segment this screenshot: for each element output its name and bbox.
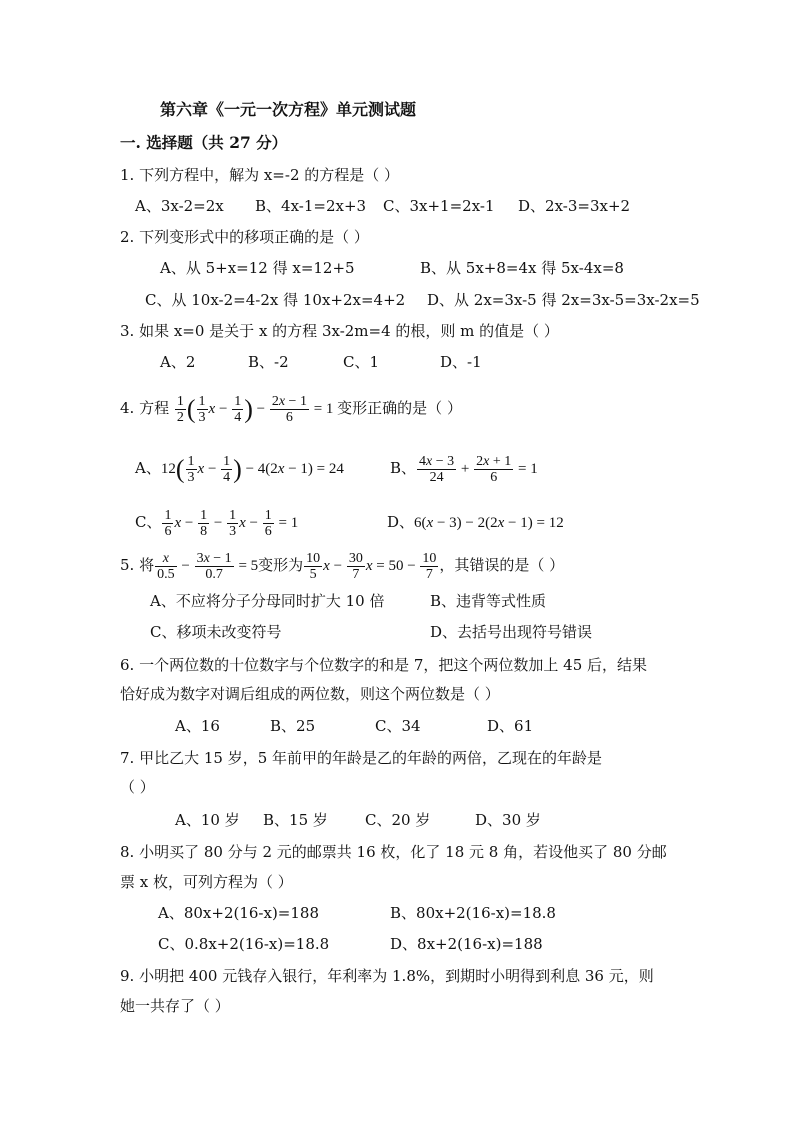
question-5-stem: 5. 将 $\frac{x}{0.5}$ − $\frac{3x - 1}{0.7}$ = 5变形为 $\frac{10}{5}$ x − $\frac{30}{7}$ x = 50 − $\frac{10}{7}$ ，其错误的是（ ） [120,551,565,583]
question-7-option-a: A、10 岁 [175,811,240,829]
question-7-stem-line-2: （ ） [120,778,155,796]
question-4-suffix: 变形正确的是（ ） [337,399,462,417]
question-5-option-b: B、违背等式性质 [430,592,547,610]
question-8-option-a: A、80x+2(16-x)=188 [158,904,320,922]
option-label: B、 [390,459,417,477]
question-1-option-c: C、3x+1=2x-1 [383,197,495,215]
question-2-option-a: A、从 5+x=12 得 x=12+5 [160,259,355,277]
question-4-option-b: B、 $\frac{4x - 3}{24}$ + $\frac{2x + 1}{6}$ = 1 [390,454,538,486]
question-4-option-a: A、12( $\frac{1}{3}$ x − $\frac{1}{4}$ ) − 4(2x − 1) = 24 [135,454,344,486]
question-5-option-a: A、不应将分子分母同时扩大 10 倍 [150,592,385,610]
question-6-option-a: A、16 [175,717,220,735]
question-1-stem: 1. 下列方程中，解为 x=-2 的方程是（ ） [120,166,400,184]
question-6-option-b: B、25 [270,717,316,735]
option-label: C、 [135,513,162,531]
question-1-option-b: B、4x-1=2x+3 [255,197,367,215]
question-8-stem-line-2: 票 x 枚，可列方程为（ ） [120,873,293,891]
question-8-option-d: D、8x+2(16-x)=188 [390,935,543,953]
question-3-option-a: A、2 [160,353,196,371]
question-2-option-b: B、从 5x+8=4x 得 5x-4x=8 [420,259,624,277]
question-3-option-c: C、1 [343,353,380,371]
section-heading: 一. 选择题（共 27 分） [120,133,288,152]
question-5-option-c: C、移项未改变符号 [150,623,282,641]
question-3-option-b: B、-2 [248,353,289,371]
question-6-option-c: C、34 [375,717,421,735]
question-7-stem-line-1: 7. 甲比乙大 15 岁，5 年前甲的年龄是乙的年龄的两倍，乙现在的年龄是 [120,749,603,767]
question-8-option-c: C、0.8x+2(16-x)=18.8 [158,935,330,953]
question-5-suffix: ，其错误的是（ ） [439,556,565,574]
option-label: A、 [135,459,161,477]
question-6-stem-line-2: 恰好成为数字对调后组成的两位数，则这个两位数是（ ） [120,685,500,703]
question-6-option-d: D、61 [487,717,534,735]
question-5-prefix: 5. 将 [120,556,155,574]
question-4-equation: $\frac{1}{2}$ ( $\frac{1}{3}$ x − $\frac{1}{4}$ ) − $\frac{2x - 1}{6}$ = 1 [176,394,338,426]
question-4-stem [120,388,462,429]
question-5-mid: 变形为 [258,556,304,574]
question-1-option-a: A、3x-2=2x [135,197,224,215]
question-2-option-c: C、从 10x-2=4-2x 得 10x+2x=4+2 [145,291,406,309]
question-3-stem: 3. 如果 x=0 是关于 x 的方程 3x-2m=4 的根，则 m 的值是（ ） [120,322,559,340]
question-8-option-b: B、80x+2(16-x)=18.8 [390,904,556,922]
question-9-stem-line-2: 她一共存了（ ） [120,997,230,1015]
question-5-option-d: D、去括号出现符号错误 [430,623,593,641]
question-4-prefix: 4. 方程 [120,399,170,417]
question-8-stem-line-1: 8. 小明买了 80 分与 2 元的邮票共 16 枚，化了 18 元 8 角，若设他买了 80 分邮 [120,843,667,861]
question-7-option-b: B、15 岁 [263,811,328,829]
question-9-stem-line-1: 9. 小明把 400 元钱存入银行，年利率为 1.8%，到期时小明得到利息 36 元，则 [120,967,654,985]
page-title: 第六章《一元一次方程》单元测试题 [160,100,417,119]
question-4-option-d: D、6(x − 3) − 2(2x − 1) = 12 [387,513,564,531]
question-4-option-c: C、 $\frac{1}{6}$ x − $\frac{1}{8}$ − $\frac{1}{3}$ x − $\frac{1}{6}$ = 1 [135,508,299,540]
question-2-stem: 2. 下列变形式中的移项正确的是（ ） [120,228,369,246]
question-3-option-d: D、-1 [440,353,482,371]
question-7-option-c: C、20 岁 [365,811,431,829]
question-1-option-d: D、2x-3=3x+2 [518,197,631,215]
question-6-stem-line-1: 6. 一个两位数的十位数字与个位数字的和是 7，把这个两位数加上 45 后，结果 [120,656,648,674]
option-label: D、 [387,513,415,531]
question-2-option-d: D、从 2x=3x-5 得 2x=3x-5=3x-2x=5 [427,291,700,309]
question-7-option-d: D、30 岁 [475,811,541,829]
